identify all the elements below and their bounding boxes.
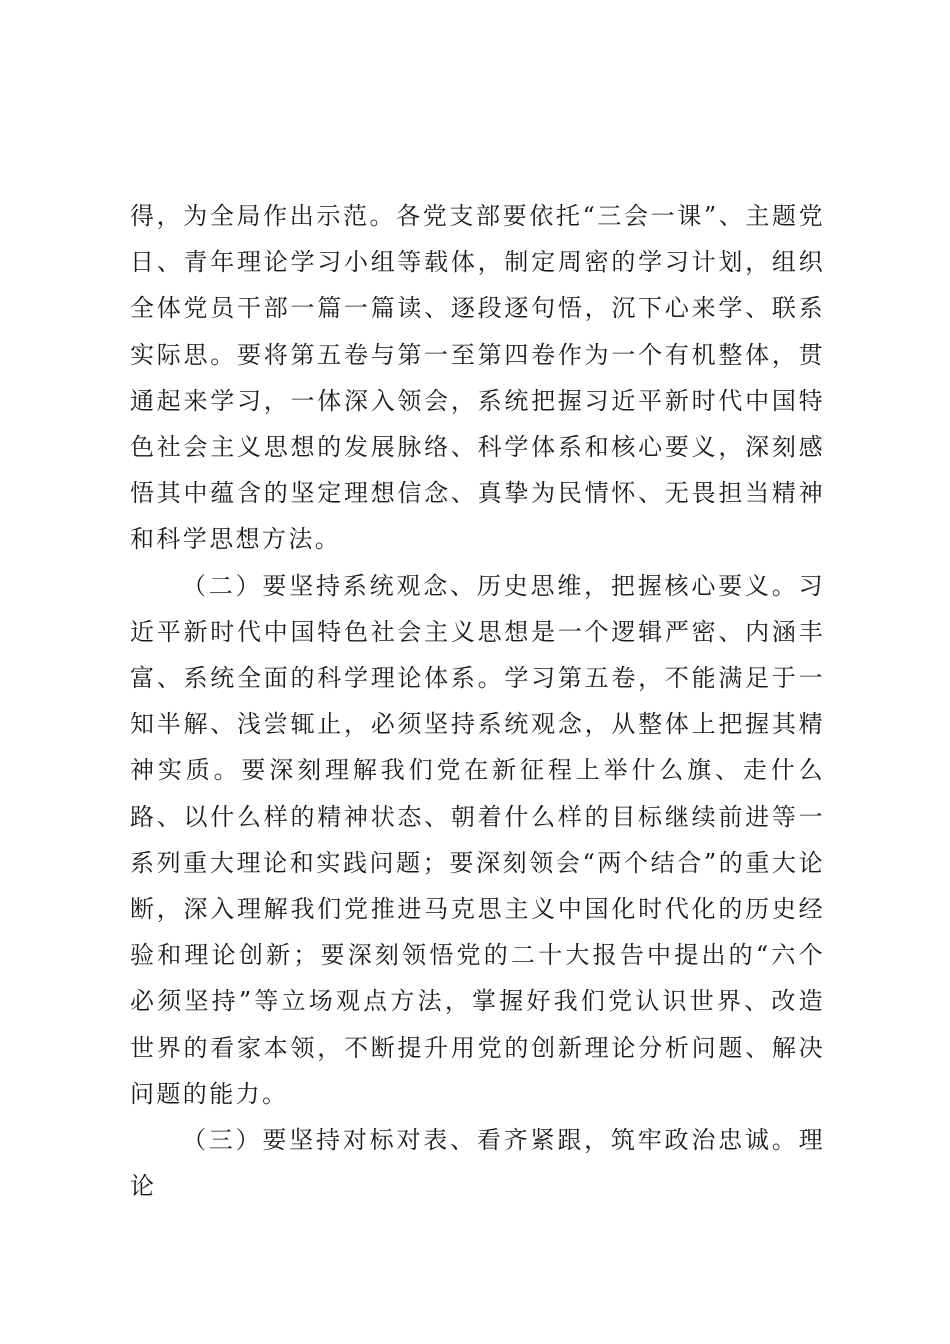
document-body: [130, 193, 825, 1209]
paragraph-section-three: （三）要坚持对标对表、看齐紧跟，筑牢政治忠诚。理论: [130, 1126, 825, 1201]
paragraph-section-two: （二）要坚持系统观念、历史思维，把握核心要义。习近平新时代中国特色社会主义思想是一个逻辑严密、内涵丰富、系统全面的科学理论体系。学习第五卷，不能满足于一知半解、浅尝辄止，必须坚持系统观念，从整体上把握其精神实质。要深刻理解我们党在新征程上举什么旗、走什么路、以什么样的精神状态、朝着什么样的目标继续前进等一系列重大理论和实践问题；要深刻领会“两个结合”的重大论断，深入理解我们党推进马克思主义中国化时代化的历史经验和理论创新；要深刻领悟党的二十大报告中提出的“六个必须坚持”等立场观点方法，掌握好我们党认识世界、改造世界的看家本领，不断提升用党的创新理论分析问题、解决问题的能力。: [130, 571, 825, 1108]
paragraph-continuation: 得，为全局作出示范。各党支部要依托“三会一课”、主题党日、青年理论学习小组等载体，制定周密的学习计划，组织全体党员干部一篇一篇读、逐段逐句悟，沉下心来学、联系实际思。要将第五卷与第一至第四卷作为一个有机整体，贯通起来学习，一体深入领会，系统把握习近平新时代中国特色社会主义思想的发展脉络、科学体系和核心要义，深刻感悟其中蕴含的坚定理想信念、真挚为民情怀、无畏担当精神和科学思想方法。: [130, 202, 825, 554]
